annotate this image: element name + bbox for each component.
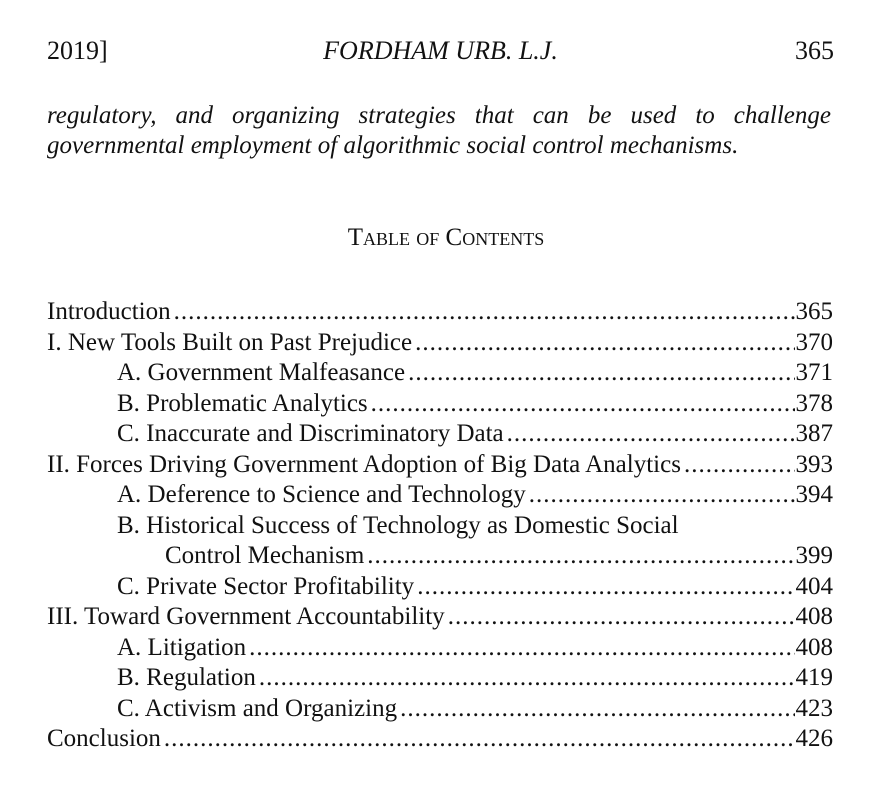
table-of-contents	[47, 297, 833, 755]
toc-leader-dots	[249, 633, 794, 664]
toc-entry[interactable]	[47, 450, 833, 481]
toc-entry-title: B. Problematic Analytics	[117, 389, 368, 417]
toc-leader-dots	[164, 724, 795, 755]
toc-leader-dots	[400, 694, 794, 725]
toc-entry[interactable]	[47, 724, 833, 755]
toc-entry-title: III. Toward Government Accountability	[47, 603, 445, 630]
toc-entry[interactable]	[47, 633, 833, 664]
toc-entry[interactable]	[47, 389, 833, 420]
toc-entry[interactable]	[47, 663, 833, 694]
toc-entry-title: A. Litigation	[117, 633, 247, 661]
toc-leader-dots	[684, 450, 795, 481]
toc-leader-dots	[367, 541, 794, 572]
toc-entry-page: 370	[795, 328, 833, 356]
toc-entry-page: 371	[795, 359, 833, 386]
toc-entry[interactable]	[47, 297, 833, 328]
toc-entry[interactable]	[47, 419, 833, 450]
running-header	[47, 33, 834, 69]
toc-leader-dots	[507, 419, 795, 450]
toc-entry-title: Conclusion	[47, 725, 161, 752]
toc-entry-page: 387	[795, 420, 833, 447]
toc-entry-page: 408	[795, 633, 833, 661]
toc-entry-title: Control Mechanism	[165, 542, 365, 569]
toc-leader-dots	[174, 297, 795, 328]
toc-entry-page: 426	[795, 725, 833, 752]
toc-entry-page: 408	[795, 603, 833, 630]
abstract-line: regulatory, and organizing strategies that can be used to challenge	[47, 102, 831, 129]
toc-entry-title: B. Regulation	[117, 664, 256, 691]
toc-entry-page: 399	[795, 542, 833, 569]
toc-entry-page: 378	[795, 389, 833, 417]
toc-entry-title: I. New Tools Built on Past Prejudice	[47, 328, 413, 356]
toc-entry-title: C. Private Sector Profitability	[117, 572, 415, 600]
toc-leader-dots	[415, 328, 794, 359]
toc-entry[interactable]	[47, 328, 833, 359]
toc-entry-title: C. Inaccurate and Discriminatory Data	[117, 420, 504, 447]
toc-heading: Table of Contents	[347, 224, 545, 251]
toc-entry-title: II. Forces Driving Government Adoption of Big Data Analytics	[47, 450, 681, 478]
toc-entry[interactable]	[47, 694, 833, 725]
toc-leader-dots	[417, 572, 794, 603]
toc-entry-page: 394	[795, 481, 833, 508]
toc-leader-dots	[529, 480, 795, 511]
toc-leader-dots	[408, 358, 794, 389]
toc-entry[interactable]	[47, 511, 833, 542]
toc-entry[interactable]	[47, 358, 833, 389]
toc-entry[interactable]	[47, 480, 833, 511]
toc-entry-page: 423	[795, 694, 833, 722]
toc-leader-dots	[371, 389, 795, 420]
toc-entry-page: 419	[795, 664, 833, 691]
header-page-number: 365	[795, 36, 834, 65]
toc-entry-page: 404	[795, 572, 833, 600]
toc-entry-title: C. Activism and Organizing	[117, 694, 398, 722]
abstract-text	[47, 101, 831, 161]
toc-entry-title: Introduction	[47, 298, 171, 325]
header-year: 2019]	[47, 36, 108, 65]
toc-entry-continuation[interactable]	[47, 541, 833, 572]
toc-entry-title: A. Deference to Science and Technology	[117, 481, 526, 508]
toc-entry-page: 393	[795, 450, 833, 478]
header-journal-title: FORDHAM URB. L.J.	[323, 36, 558, 65]
toc-leader-dots	[448, 602, 795, 633]
toc-entry-page: 365	[795, 298, 833, 325]
toc-entry[interactable]	[47, 572, 833, 603]
toc-entry-title: A. Government Malfeasance	[117, 359, 406, 386]
toc-entry-title: B. Historical Success of Technology as Domestic Social	[117, 511, 679, 539]
toc-entry[interactable]	[47, 602, 833, 633]
toc-leader-dots	[259, 663, 795, 694]
abstract-line: governmental employment of algorithmic social control mechanisms.	[47, 132, 739, 159]
